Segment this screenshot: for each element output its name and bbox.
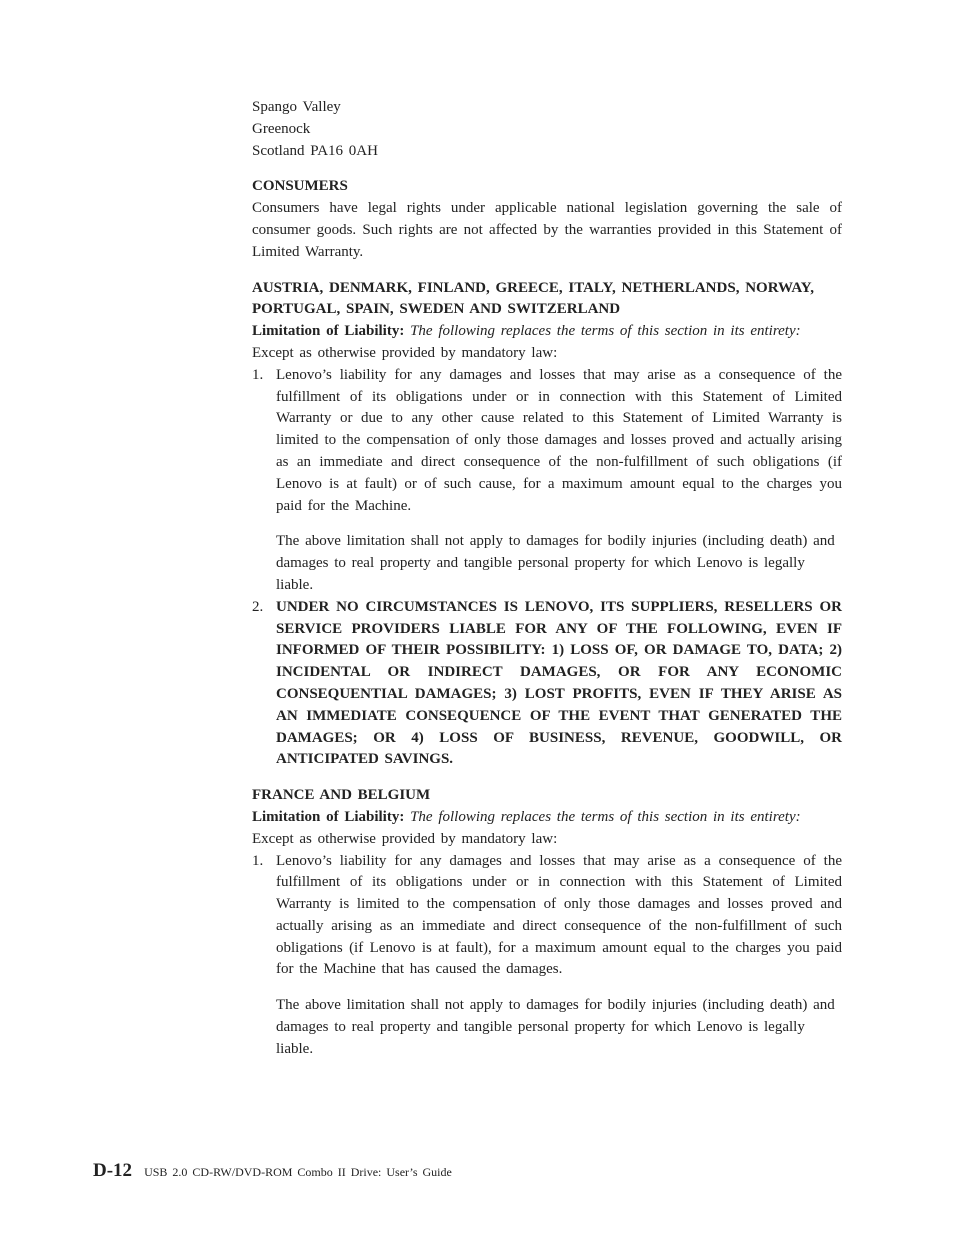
list-item [252, 597, 842, 771]
france-section [252, 785, 842, 1061]
list-item-text: Lenovo’s liability for any damages and losses that may arise as a consequence of the fulfillment of its obligations under or in connection with this Statement of Limited Warranty is limited to the compensation of only those damages and losses proved and actually arising as an immediate and direct consequence of the non-fulfillment of such obligations (if Lenovo is at fault), for a maximum amount equal to the charges you paid for the Machine that has caused the damages. [276, 852, 842, 978]
list-item-text: UNDER NO CIRCUMSTANCES IS LENOVO, ITS SUPPLIERS, RESELLERS OR SERVICE PROVIDERS LIABLE FOR ANY OF THE FOLLOWING, EVEN IF INFORMED OF THEIR POSSIBILITY: 1) LOSS OF, OR DAMAGE TO, DATA; 2) INCIDENTAL OR INDIRECT DAMAGES, OR FOR ANY ECONOMIC CONSEQUENTIAL DAMAGES; 3) LOST PROFITS, EVEN IF THEY ARISE AS AN IMMEDIATE CONSEQUENCE OF THE EVENT THAT GENERATED THE DAMAGES; OR 4) LOSS OF BUSINESS, REVENUE, GOODWILL, OR ANTICIPATED SAVINGS. [276, 598, 842, 768]
limitation-label: Limitation of Liability: [252, 808, 405, 825]
address-line: Spango Valley [252, 99, 341, 115]
limitation-label: Limitation of Liability: [252, 323, 405, 340]
limitation-text: The following replaces the terms of this section in its entirety: [410, 323, 801, 340]
list-item-text: The above limitation shall not apply to damages for bodily injuries (including death) and damages to real property and tangible personal property for which Lenovo is legally liable. [276, 533, 835, 593]
list-item [252, 365, 842, 597]
intro-text: Except as otherwise provided by mandatory law: [252, 344, 558, 361]
page-content [252, 97, 842, 1061]
document-title: USB 2.0 CD-RW/DVD-ROM Combo II Drive: User’s Guide [144, 1165, 452, 1179]
list-number: 1. [252, 852, 264, 869]
limitation-of-liability [252, 321, 842, 343]
page-footer [93, 1160, 452, 1182]
limitation-of-liability [252, 807, 842, 829]
list-item-text: Lenovo’s liability for any damages and losses that may arise as a consequence of the fulfillment of its obligations under or in connection with this Statement of Limited Warranty or due to any other cause related to this Statement of Limited Warranty is limited to the compensation of only those damages and losses proved and actually arising as an immediate and direct consequence of the non-fulfillment of such obligations (if Lenovo is at fault) or of such cause, for a maximum amount equal to the charges you paid for the Machine. [276, 366, 842, 514]
austria-section [252, 278, 842, 772]
list-item [252, 851, 842, 1061]
address-block [252, 97, 842, 162]
section-body: Consumers have legal rights under applicable national legislation governing the sale of consumer goods. Such rights are not affected by the warranties provided in this Statement of Limited Warranty. [252, 200, 842, 260]
section-heading: FRANCE AND BELGIUM [252, 787, 431, 804]
address-line: Greenock [252, 120, 311, 137]
list-number: 1. [252, 366, 264, 383]
address-line: Scotland PA16 0AH [252, 142, 378, 159]
list-item-text: The above limitation shall not apply to damages for bodily injuries (including death) and damages to real property and tangible personal property for which Lenovo is legally liable. [276, 997, 835, 1057]
limitation-text: The following replaces the terms of this section in its entirety: [410, 808, 801, 825]
consumers-section [252, 176, 842, 263]
section-heading: AUSTRIA, DENMARK, FINLAND, GREECE, ITALY, NETHERLANDS, NORWAY, PORTUGAL, SPAIN, SWEDEN AND SWITZERLAND [252, 279, 814, 318]
list-number: 2. [252, 598, 264, 615]
section-heading: CONSUMERS [252, 178, 348, 195]
numbered-list [252, 365, 842, 771]
intro-text: Except as otherwise provided by mandatory law: [252, 830, 558, 847]
page-number: D-12 [93, 1160, 133, 1181]
numbered-list [252, 851, 842, 1061]
